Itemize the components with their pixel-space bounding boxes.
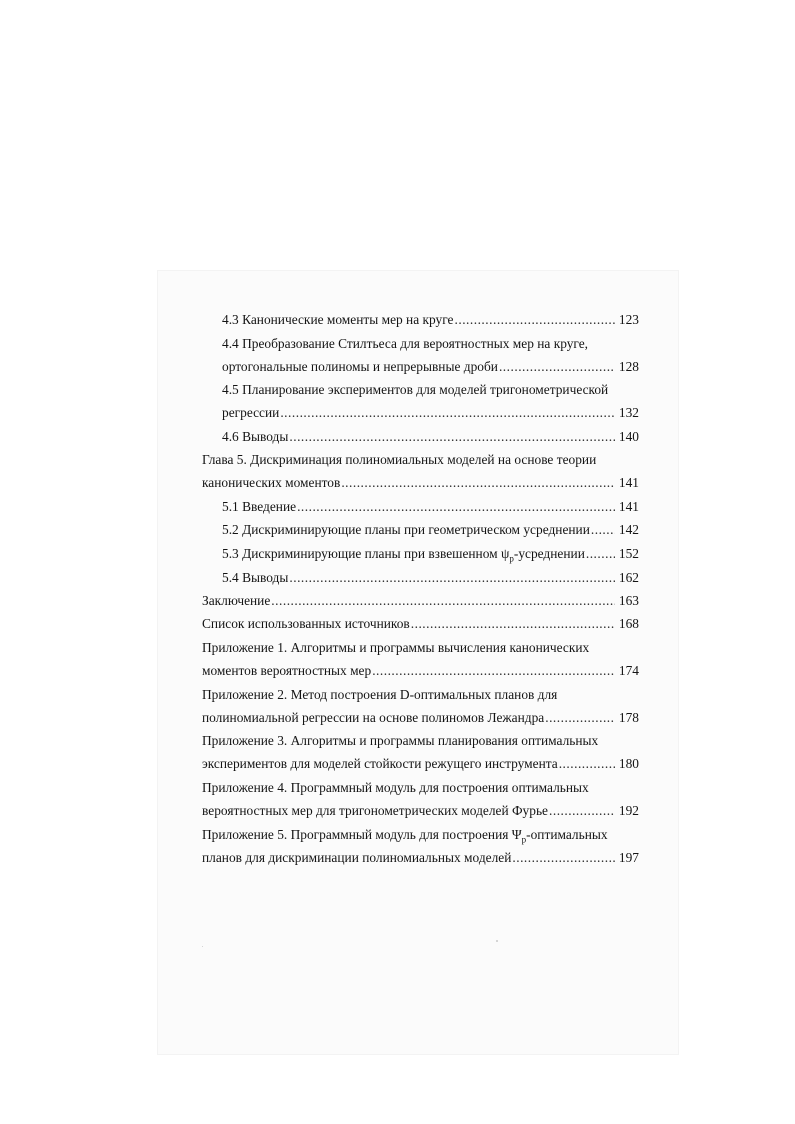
- toc-page-number: 140: [618, 429, 639, 444]
- toc-entry-5-2[interactable]: [222, 520, 639, 540]
- toc-leader-dots: [499, 357, 615, 377]
- toc-entry-title: Глава 5. Дискриминация полиномиальных моделей на основе теории: [202, 452, 597, 467]
- toc-entry-4-6[interactable]: [222, 427, 639, 447]
- toc-entry-title: Приложение 4. Программный модуль для построения оптимальных: [202, 780, 589, 795]
- toc-entry-title: 5.2 Дискриминирующие планы при геометрическом усреднении: [222, 522, 590, 537]
- toc-page-number: 128: [618, 359, 639, 374]
- toc-entry-appendix-5-cont[interactable]: [202, 848, 639, 868]
- toc-leader-dots: [591, 520, 615, 540]
- toc-entry-title: ортогональные полиномы и непрерывные дроби: [222, 359, 498, 374]
- toc-leader-dots: [411, 614, 615, 634]
- toc-entry-title: полиномиальной регрессии на основе полиномов Лежандра: [202, 710, 545, 725]
- toc-leader-dots: [586, 544, 615, 564]
- toc-entry-4-4-cont[interactable]: [222, 357, 639, 377]
- toc-entry-4-4[interactable]: [222, 334, 639, 354]
- toc-entry-title: 4.4 Преобразование Стилтьеса для вероятностных мер на круге,: [222, 336, 589, 351]
- toc-entry-title-part: -усреднении: [513, 546, 585, 561]
- toc-entry-4-5-cont[interactable]: [222, 403, 639, 423]
- toc-entry-chapter-5-cont[interactable]: [202, 473, 639, 493]
- toc-page-number: 168: [618, 616, 639, 631]
- toc-entry-conclusion[interactable]: [202, 591, 639, 611]
- toc-page-number: 162: [618, 570, 639, 585]
- toc-entry-appendix-1[interactable]: [202, 638, 639, 658]
- toc-entry-title: планов для дискриминации полиномиальных моделей: [202, 850, 512, 865]
- toc-entry-title: Приложение 1. Алгоритмы и программы вычисления канонических: [202, 640, 590, 655]
- toc-page-number: 192: [618, 803, 639, 818]
- toc-leader-dots: [559, 754, 615, 774]
- toc-leader-dots: [372, 661, 615, 681]
- toc-entry-appendix-5[interactable]: [202, 825, 639, 845]
- toc-entry-title: 4.3 Канонические моменты мер на круге: [222, 312, 454, 327]
- toc-leader-dots: [455, 310, 616, 330]
- toc-entry-appendix-1-cont[interactable]: [202, 661, 639, 681]
- toc-page-number: 163: [618, 593, 639, 608]
- toc-page-number: 123: [618, 312, 639, 327]
- toc-entry-title: [222, 544, 585, 564]
- toc-page-number: 174: [618, 663, 639, 678]
- toc-leader-dots: [549, 801, 615, 821]
- toc-entry-title-part: 5.3 Дискриминирующие планы при взвешенном ψ: [222, 546, 510, 561]
- toc-entry-appendix-4-cont[interactable]: [202, 801, 639, 821]
- toc-entry-references[interactable]: [202, 614, 639, 634]
- toc-page-number: 152: [618, 546, 639, 561]
- toc-entry-5-1[interactable]: [222, 497, 639, 517]
- toc-page-number: 178: [618, 710, 639, 725]
- toc-entry-4-3[interactable]: [222, 310, 639, 330]
- toc-entry-title: 4.6 Выводы: [222, 429, 289, 444]
- toc-page-number: 180: [618, 756, 639, 771]
- toc-entry-title: вероятностных мер для тригонометрических моделей Фурье: [202, 803, 548, 818]
- toc-leader-dots: [271, 591, 615, 611]
- toc-entry-title: 5.4 Выводы: [222, 570, 289, 585]
- toc-entry-5-4[interactable]: [222, 568, 639, 588]
- toc-page-number: 197: [618, 850, 639, 865]
- toc-page-number: 142: [618, 522, 639, 537]
- toc-entry-appendix-3[interactable]: [202, 731, 639, 751]
- toc-page-number: 132: [618, 405, 639, 420]
- toc-entry-title-part: -оптимальных: [526, 827, 608, 842]
- toc-leader-dots: [341, 473, 615, 493]
- toc-entry-appendix-2[interactable]: [202, 685, 639, 705]
- toc-entry-title: [202, 825, 608, 845]
- toc-entry-title: канонических моментов: [202, 475, 341, 490]
- toc-leader-dots: [289, 427, 615, 447]
- toc-entry-title: 5.1 Введение: [222, 499, 297, 514]
- toc-entry-title: Список использованных источников: [202, 616, 410, 631]
- toc-entry-5-3[interactable]: [222, 544, 639, 564]
- subscript-p: p: [521, 834, 527, 845]
- toc-entry-title: 4.5 Планирование экспериментов для моделей тригонометрической: [222, 382, 609, 397]
- toc-entry-chapter-5[interactable]: [202, 450, 639, 470]
- toc-entry-appendix-4[interactable]: [202, 778, 639, 798]
- toc-entry-title: регрессии: [222, 405, 280, 420]
- toc-entry-appendix-2-cont[interactable]: [202, 708, 639, 728]
- toc-leader-dots: [280, 403, 615, 423]
- toc-entry-title: Заключение: [202, 593, 271, 608]
- toc-leader-dots: [297, 497, 615, 517]
- toc-leader-dots: [545, 708, 615, 728]
- toc-entry-title-part: Приложение 5. Программный модуль для построения Ψ: [202, 827, 522, 842]
- toc-page-number: 141: [618, 499, 639, 514]
- toc-entry-title: Приложение 2. Метод построения D-оптимальных планов для: [202, 687, 558, 702]
- subscript-p: p: [509, 553, 514, 564]
- toc-page-number: 141: [618, 475, 639, 490]
- toc-entry-4-5[interactable]: [222, 380, 639, 400]
- toc-leader-dots: [512, 848, 615, 868]
- toc-entry-title: экспериментов для моделей стойкости режущего инструмента: [202, 756, 558, 771]
- toc-leader-dots: [289, 568, 615, 588]
- toc-entry-title: моментов вероятностных мер: [202, 663, 372, 678]
- toc-entry-appendix-3-cont[interactable]: [202, 754, 639, 774]
- toc-entry-title: Приложение 3. Алгоритмы и программы планирования оптимальных: [202, 733, 599, 748]
